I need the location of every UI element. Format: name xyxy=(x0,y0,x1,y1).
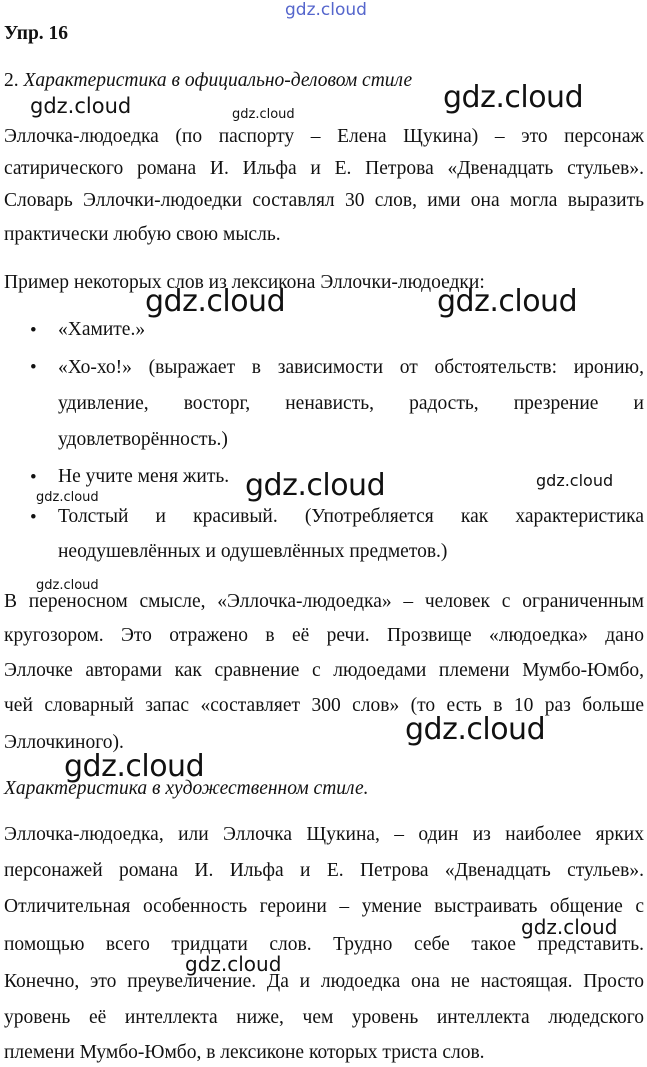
watermark: gdz.cloud xyxy=(36,490,99,505)
watermark: gdz.cloud xyxy=(437,284,578,319)
section-title: Характеристика в художественном стиле. xyxy=(4,778,369,799)
watermark: gdz.cloud xyxy=(185,952,282,976)
paragraph-line: уровень её интеллекта ниже, чем уровень интеллекта людедского xyxy=(4,1007,644,1028)
paragraph-line: чей словарный запас «составляет 300 слов» (то есть в 10 раз больше xyxy=(4,695,644,716)
section-title: Характеристика в официально-деловом стиле xyxy=(23,70,413,91)
bullet-item: удовлетворённость.) xyxy=(58,429,228,450)
watermark: gdz.cloud xyxy=(405,712,546,747)
paragraph-line: Эллочкиного). xyxy=(4,732,124,753)
exercise-title: Упр. 16 xyxy=(4,23,69,44)
watermark: gdz.cloud xyxy=(443,80,584,115)
paragraph-line: Эллочка-людоедка (по паспорту – Елена Щукина) – это персонаж xyxy=(4,126,644,147)
paragraph-line: практически любую свою мысль. xyxy=(4,224,281,245)
watermark: gdz.cloud xyxy=(64,749,205,784)
paragraph-line: персонажей романа И. Ильфа и Е. Петрова «Двенадцать стульев». xyxy=(4,860,644,881)
paragraph-line: Эллочке авторами как сравнение с людоедами племени Мумбо-Юмбо, xyxy=(4,660,644,681)
paragraph-line: Словарь Эллочки-людоедки составлял 30 слов, ими она могла выразить xyxy=(4,190,644,211)
watermark: gdz.cloud xyxy=(536,471,614,490)
bullet-icon: • xyxy=(30,357,37,378)
section-heading xyxy=(4,69,412,93)
bullet-icon: • xyxy=(30,320,37,341)
paragraph-line: помощью всего тридцати слов. Трудно себе такое представить. xyxy=(4,934,644,955)
paragraph-line: племени Мумбо-Юмбо, в лексиконе которых триста слов. xyxy=(4,1042,485,1063)
bullet-icon: • xyxy=(30,507,37,528)
bullet-item: Не учите меня жить. xyxy=(58,466,230,487)
bullet-icon: • xyxy=(30,467,37,488)
paragraph-line: В переносном смысле, «Эллочка-людоедка» – человек с ограниченным xyxy=(4,591,644,612)
bullet-item: неодушевлённых и одушевлённых предметов.) xyxy=(58,541,448,562)
paragraph-line: кругозором. Это отражено в её речи. Прозвище «людоедка» дано xyxy=(4,625,644,646)
examples-intro: Пример некоторых слов из лексикона Эллочки-людоедки: xyxy=(4,272,485,293)
paragraph-line: Эллочка-людоедка, или Эллочка Щукина, – один из наиболее ярких xyxy=(4,824,644,845)
bullet-item: «Хамите.» xyxy=(58,319,146,340)
paragraph-line: Конечно, это преувеличение. Да и людоедка она не настоящая. Просто xyxy=(4,971,644,992)
paragraph-line: Отличительная особенность героини – умение выстраивать общение с xyxy=(4,896,644,917)
section-number: 2. xyxy=(4,70,19,91)
watermark: gdz.cloud xyxy=(36,578,99,593)
bullet-item: удивление, восторг, ненависть, радость, презрение и xyxy=(58,393,644,414)
watermark-top: gdz.cloud xyxy=(285,0,367,20)
watermark: gdz.cloud xyxy=(521,915,618,939)
watermark: gdz.cloud xyxy=(145,284,286,319)
bullet-item: Толстый и красивый. (Употребляется как характеристика xyxy=(58,506,644,527)
paragraph-line: сатирического романа И. Ильфа и Е. Петрова «Двенадцать стульев». xyxy=(4,158,644,179)
watermark: gdz.cloud xyxy=(30,94,132,118)
bullet-item: «Хо-хо!» (выражает в зависимости от обстоятельств: иронию, xyxy=(58,357,644,378)
watermark: gdz.cloud xyxy=(232,107,295,122)
watermark: gdz.cloud xyxy=(245,468,386,503)
